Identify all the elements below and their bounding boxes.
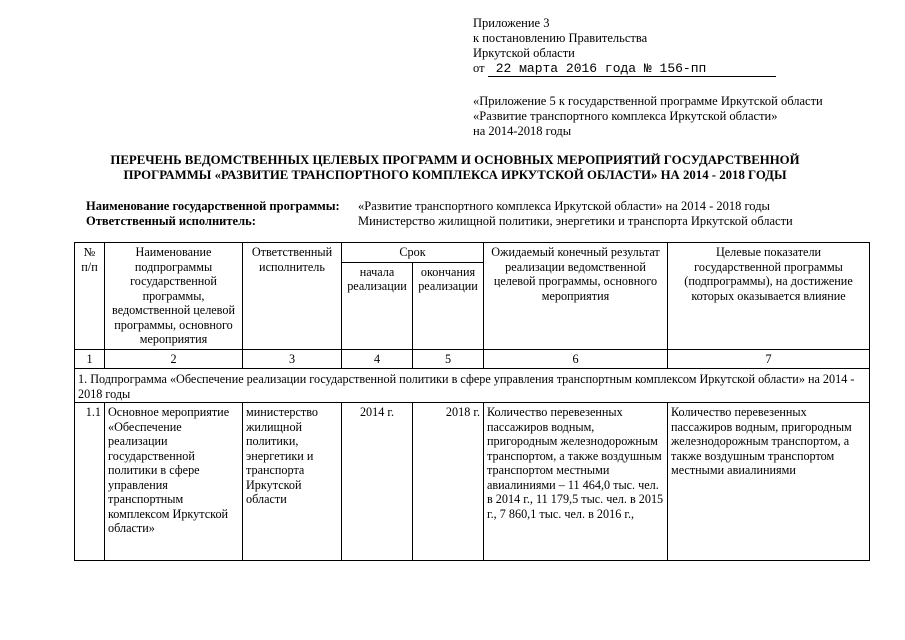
row-result: Количество перевезенных пассажиров водным, пригородным железнодорожным транспортом, а также воздушным транспортом местными авиалиниями – 11 464,0 тыс. чел. в 2014 г., 11 179,5 тыс. чел. в 2015 г., 7 860,1 тыс. чел. в 2016 г., — [484, 403, 668, 561]
approval-line: Иркутской области — [473, 46, 575, 60]
program-meta — [86, 199, 793, 229]
document-title-line: ПЕРЕЧЕНЬ ВЕДОМСТВЕННЫХ ЦЕЛЕВЫХ ПРОГРАММ И ОСНОВНЫХ МЕРОПРИЯТИЙ ГОСУДАРСТВЕННОЙ — [110, 153, 800, 167]
annex-line: на 2014-2018 годы — [473, 124, 572, 138]
annex-block — [473, 94, 823, 139]
column-number: 2 — [105, 349, 243, 369]
row-end: 2018 г. — [413, 403, 484, 561]
table-header-row — [75, 243, 870, 263]
row-indicators: Количество перевезенных пассажиров водным, пригородным железнодорожным транспортом, а также воздушным транспортом местными авиалиниями — [668, 403, 870, 561]
row-start: 2014 г. — [342, 403, 413, 561]
table-row — [75, 403, 870, 561]
program-name-row — [86, 199, 793, 214]
annex-line: «Развитие транспортного комплекса Иркутской области» — [473, 109, 778, 123]
annex-line: «Приложение 5 к государственной программе Иркутской области — [473, 94, 823, 108]
row-name: Основное мероприятие «Обеспечение реализации государственной политики в сфере управления транспортным комплексом Иркутской области» — [105, 403, 243, 561]
section-title: 1. Подпрограмма «Обеспечение реализации государственной политики в сфере управления транспортным комплексом Иркутской области» на 2014 - 2018 годы — [75, 369, 870, 403]
column-number: 4 — [342, 349, 413, 369]
header-result: Ожидаемый конечный результат реализации ведомственной целевой программы, основного мероприятия — [484, 243, 668, 350]
approval-date-prefix: от — [473, 61, 485, 75]
column-number: 7 — [668, 349, 870, 369]
row-num: 1.1 — [75, 403, 105, 561]
approval-line: Приложение 3 — [473, 16, 550, 30]
header-end: окончания реализации — [413, 262, 484, 349]
approval-line: к постановлению Правительства — [473, 31, 648, 45]
programs-table — [74, 242, 870, 561]
header-start: начала реализации — [342, 262, 413, 349]
header-term: Срок — [342, 243, 484, 263]
header-num: № п/п — [75, 243, 105, 350]
header-name: Наименование подпрограммы государственной программы, ведомственной целевой программы, основного мероприятия — [105, 243, 243, 350]
document-title-line: ПРОГРАММЫ «РАЗВИТИЕ ТРАНСПОРТНОГО КОМПЛЕКСА ИРКУТСКОЙ ОБЛАСТИ» НА 2014 - 2018 ГОДЫ — [123, 168, 787, 182]
row-executor: министерство жилищной политики, энергетики и транспорта Иркутской области — [243, 403, 342, 561]
column-number: 6 — [484, 349, 668, 369]
approval-date-number: 22 марта 2016 года № 156-пп — [488, 61, 776, 77]
column-number: 1 — [75, 349, 105, 369]
header-indicators: Целевые показатели государственной программы (подпрограммы), на достижение которых оказывается влияние — [668, 243, 870, 350]
column-number: 3 — [243, 349, 342, 369]
column-numbers-row — [75, 349, 870, 369]
executor-row — [86, 214, 793, 229]
document-title — [60, 153, 850, 183]
program-name-label: Наименование государственной программы: — [86, 199, 340, 213]
executor-value: Министерство жилищной политики, энергетики и транспорта Иркутской области — [358, 214, 793, 228]
program-name-value: «Развитие транспортного комплекса Иркутской области» на 2014 - 2018 годы — [358, 199, 770, 213]
section-row — [75, 369, 870, 403]
approval-block — [473, 16, 776, 77]
header-executor: Ответственный исполнитель — [243, 243, 342, 350]
column-number: 5 — [413, 349, 484, 369]
executor-label: Ответственный исполнитель: — [86, 214, 256, 228]
approval-date-line — [473, 61, 776, 77]
